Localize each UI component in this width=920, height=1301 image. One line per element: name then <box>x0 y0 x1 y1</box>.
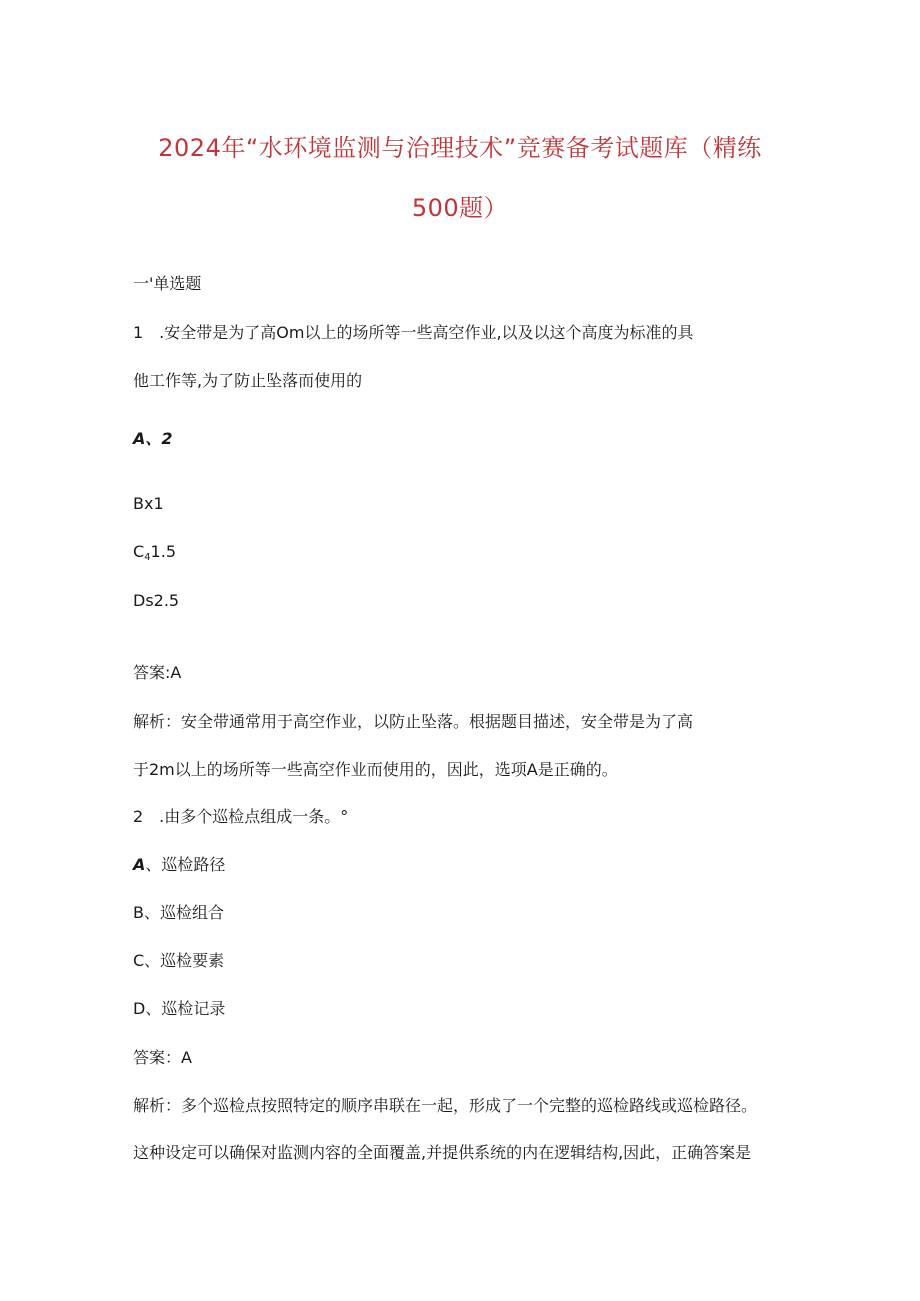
document-title-line-1: 2024年“水环境监测与治理技术”竞赛备考试题库（精练 <box>158 134 762 162</box>
question-1-analysis-line-2: 于2m以上的场所等一些高空作业而使用的，因此，选项A是正确的。 <box>133 760 618 779</box>
question-1-option-b: Bx1 <box>133 494 164 513</box>
question-2-option-c: C、巡检要素 <box>133 951 225 970</box>
option-a-letter: A <box>133 855 146 874</box>
option-c-letter: C <box>133 542 145 561</box>
question-1-option-c <box>133 541 176 569</box>
question-1-answer: 答案:A <box>133 663 182 682</box>
question-2-answer: 答案：A <box>133 1048 192 1067</box>
question-2-option-d: D、巡检记录 <box>133 999 226 1018</box>
question-1-analysis-line-1: 解析：安全带通常用于高空作业，以防止坠落。根据题目描述，安全带是为了高 <box>133 712 694 731</box>
question-1-stem-line-1: 1 .安全带是为了高Om以上的场所等一些高空作业,以及以这个高度为标准的具 <box>133 323 694 342</box>
question-1-stem-line-2: 他工作等,为了防止坠落而使用的 <box>133 371 363 390</box>
document-title-line-2: 500题） <box>411 194 509 222</box>
question-1-option-a: A、2 <box>133 429 173 448</box>
option-c-subscript: 4 <box>144 552 151 563</box>
option-c-value: 1.5 <box>150 542 176 561</box>
question-2-stem: 2 .由多个巡检点组成一条。° <box>133 807 349 826</box>
section-heading: 一'单选题 <box>133 274 202 293</box>
question-2-option-b: B、巡检组合 <box>133 903 224 922</box>
question-2-option-a <box>133 854 225 876</box>
option-a-text: 、巡检路径 <box>145 855 226 874</box>
question-2-analysis-line-1: 解析：多个巡检点按照特定的顺序串联在一起，形成了一个完整的巡检路线或巡检路径。 <box>133 1096 758 1115</box>
question-1-option-d: Ds2.5 <box>133 591 180 610</box>
question-2-analysis-line-2: 这种设定可以确保对监测内容的全面覆盖,并提供系统的内在逻辑结构,因此，正确答案是 <box>133 1143 752 1162</box>
